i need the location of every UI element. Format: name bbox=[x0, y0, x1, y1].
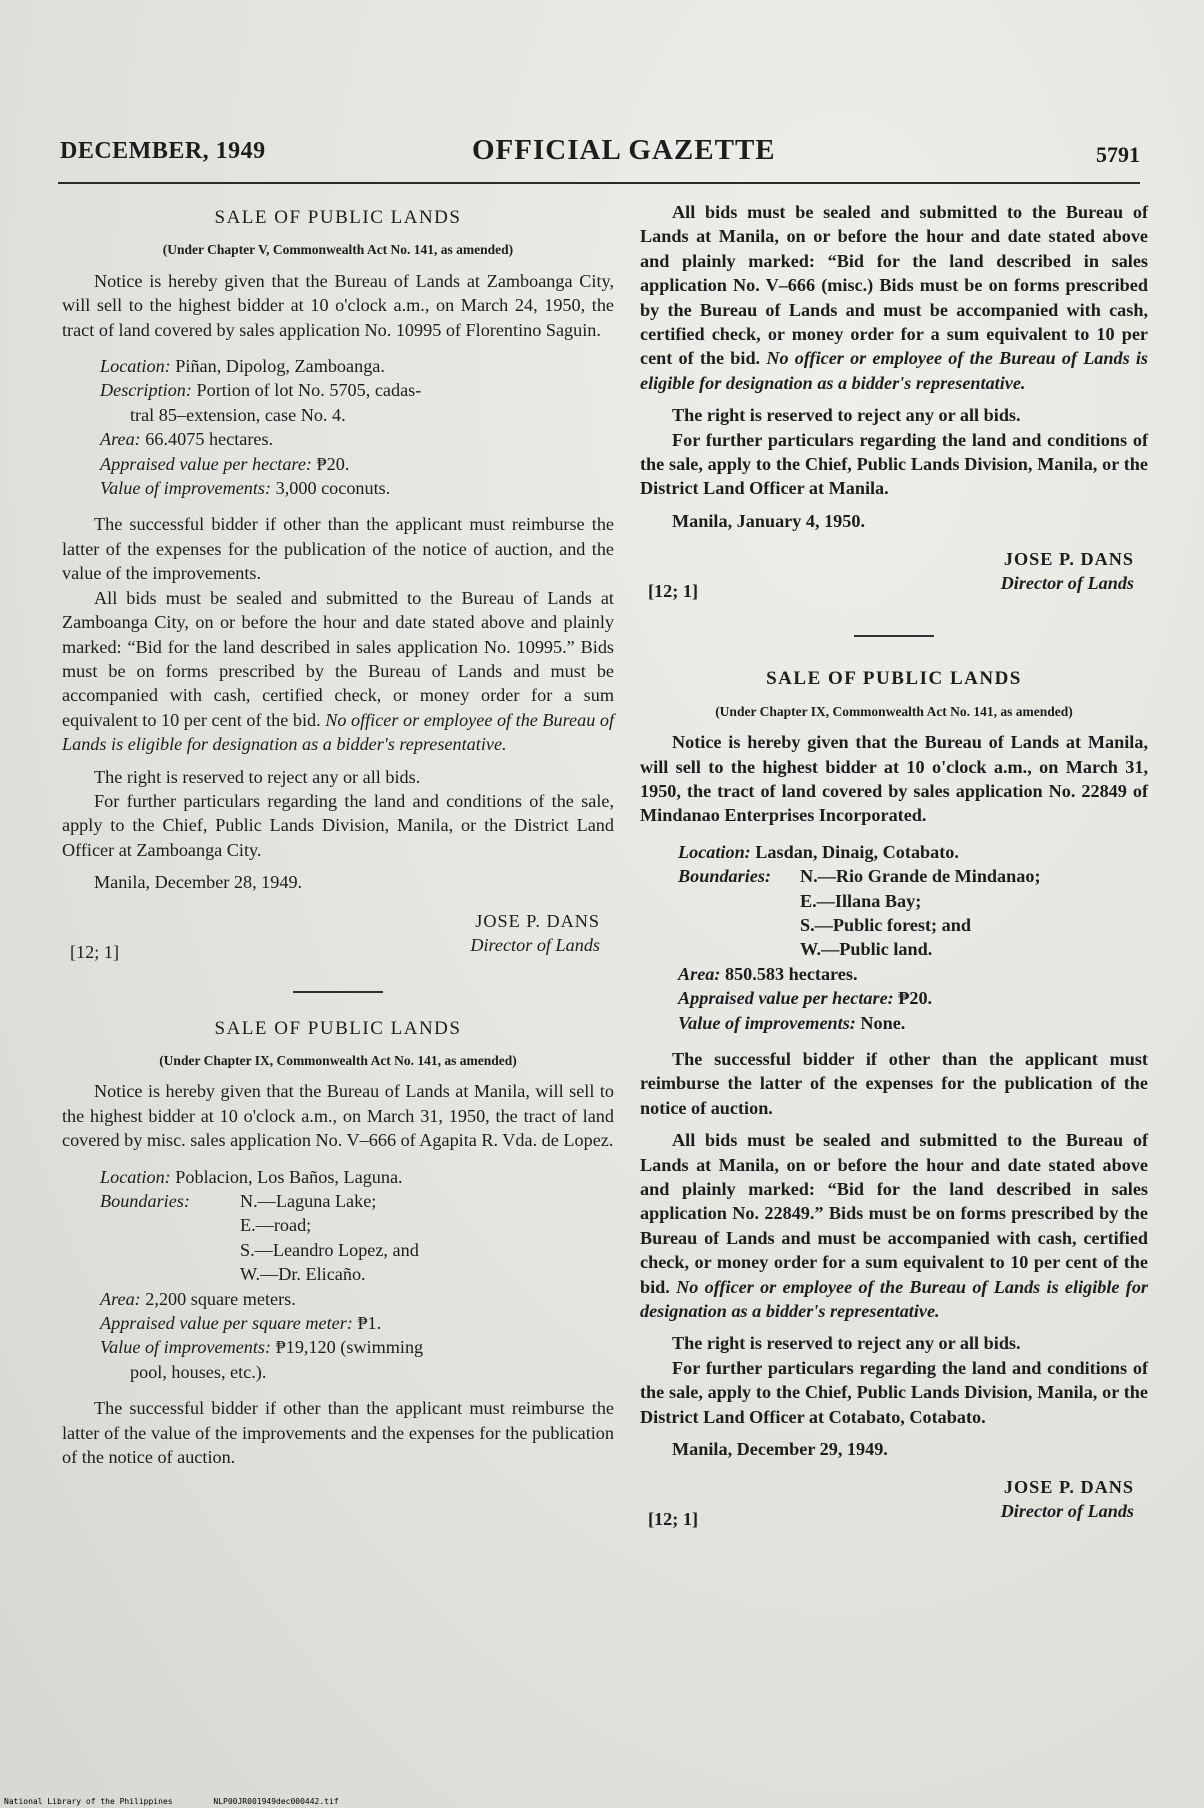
boundary-north: N.—Laguna Lake; bbox=[240, 1191, 377, 1211]
location-label: Location: bbox=[100, 356, 171, 377]
header-page-number: 5791 bbox=[1096, 142, 1140, 167]
signer-title: Director of Lands bbox=[1000, 573, 1134, 594]
reference-code: [12; 1] bbox=[648, 580, 698, 601]
boundary-south: S.—Public forest; and bbox=[800, 914, 971, 935]
signature-block bbox=[640, 1475, 1148, 1535]
location-line bbox=[100, 354, 614, 378]
reference-code: [12; 1] bbox=[648, 1509, 698, 1530]
bids-paragraph bbox=[640, 1128, 1148, 1323]
description-label: Description: bbox=[100, 380, 192, 401]
bids-paragraph bbox=[640, 200, 1148, 395]
improvements-line bbox=[678, 1011, 1148, 1035]
appraised-label: Appraised value per square meter: bbox=[100, 1313, 353, 1334]
notice-title: SALE OF PUBLIC LANDS bbox=[214, 1017, 462, 1039]
left-column bbox=[62, 200, 614, 1469]
notice-subtitle: (Under Chapter IX, Commonwealth Act No. 141, as amended) bbox=[715, 703, 1073, 719]
appraised-value: ₱20. bbox=[316, 453, 350, 474]
dateline: Manila, December 29, 1949. bbox=[672, 1439, 888, 1460]
area-value: 2,200 square meters. bbox=[145, 1288, 296, 1309]
notice-laguna-continued bbox=[640, 200, 1148, 607]
location-label: Location: bbox=[100, 1166, 171, 1187]
area-label: Area: bbox=[100, 429, 141, 450]
particulars-paragraph: For further particulars regarding the land and conditions of the sale, apply to the Chief, Public Lands Division, Manila, or the District Land Officer at Cotabato, Cotabato. bbox=[640, 1357, 1148, 1427]
header-date: DECEMBER, 1949 bbox=[60, 138, 266, 164]
description-line bbox=[100, 378, 614, 402]
bids-text: All bids must be sealed and submitted to the Bureau of Lands at Manila, on or before the hour and date stated above and plainly marked: “Bid for the land described in sales application No. 22849.” Bids must be on forms prescribed by the Bureau of Lands and must be accompanied with cash, certified check, or money order for a sum equivalent to 10 per cent of the bid. bbox=[640, 1130, 1148, 1297]
improvements-line bbox=[100, 476, 614, 500]
location-line bbox=[678, 840, 1148, 864]
bids-italic: No officer or employee of the Bureau of Lands is eligible for designation as a bidder's representative. bbox=[62, 709, 614, 755]
signature-block bbox=[62, 909, 614, 969]
boundaries-label: Boundaries: bbox=[100, 1191, 190, 1211]
particulars-paragraph: For further particulars regarding the land and conditions of the sale, apply to the Chief, Public Lands Division, Manila, or the District Land Officer at Zamboanga City. bbox=[62, 790, 614, 860]
location-value: Piñan, Dipolog, Zamboanga. bbox=[175, 356, 385, 377]
appraised-value: ₱20. bbox=[898, 988, 933, 1009]
appraised-value: ₱1. bbox=[357, 1313, 382, 1334]
improvements-value: 3,000 coconuts. bbox=[275, 478, 391, 499]
signature-block bbox=[640, 547, 1148, 607]
improvements-value: ₱19,120 (swimming bbox=[275, 1337, 424, 1358]
boundaries-line bbox=[678, 864, 1148, 888]
notice-intro: Notice is hereby given that the Bureau of Lands at Manila, will sell to the highest bidder at 10 o'clock a.m., on March 31, 1950, the tract of land covered by sales application No. 22849 of Mindanao Enterprises Incorporated. bbox=[640, 732, 1148, 826]
location-label: Location: bbox=[678, 841, 751, 862]
bids-italic: No officer or employee of the Bureau of Lands is eligible for designation as a bidder's representative. bbox=[640, 348, 1149, 393]
reserve-paragraph: The right is reserved to reject any or all bids. bbox=[672, 405, 1021, 426]
boundary-east: E.—road; bbox=[240, 1215, 312, 1236]
notice-intro: Notice is hereby given that the Bureau of Lands at Manila, will sell to the highest bidder at 10 o'clock a.m., on March 31, 1950, the tract of land covered by misc. sales application No. V–666 of Agapita R. Vda. de Lopez. bbox=[62, 1081, 614, 1151]
location-line bbox=[100, 1165, 614, 1189]
area-line bbox=[100, 1287, 614, 1311]
area-value: 850.583 hectares. bbox=[724, 963, 858, 984]
footer-library: National Library of the Philippines bbox=[4, 1797, 173, 1806]
dateline: Manila, January 4, 1950. bbox=[672, 510, 866, 531]
header-rule bbox=[58, 182, 1140, 184]
reserve-paragraph: The right is reserved to reject any or all bids. bbox=[94, 766, 421, 787]
reimburse-paragraph: The successful bidder if other than the applicant must reimburse the latter of the expenses for the publication of the notice of auction. bbox=[640, 1048, 1148, 1118]
area-value: 66.4075 hectares. bbox=[145, 429, 274, 450]
boundaries-line bbox=[100, 1189, 614, 1213]
boundary-north: N.—Rio Grande de Mindanao; bbox=[800, 866, 1041, 887]
reserve-paragraph: The right is reserved to reject any or all bids. bbox=[672, 1333, 1021, 1354]
area-line bbox=[100, 427, 614, 451]
improvements-line bbox=[100, 1335, 614, 1359]
land-details bbox=[62, 354, 614, 500]
signer-name: JOSE P. DANS bbox=[1003, 1477, 1134, 1498]
bids-paragraph bbox=[62, 586, 614, 757]
improvements-label: Value of improvements: bbox=[100, 1337, 272, 1358]
notice-zamboanga bbox=[62, 206, 614, 969]
section-divider bbox=[293, 991, 383, 993]
improvements-continuation: pool, houses, etc.). bbox=[130, 1361, 267, 1382]
appraised-line bbox=[100, 452, 614, 476]
notice-subtitle: (Under Chapter IX, Commonwealth Act No. 141, as amended) bbox=[159, 1052, 517, 1068]
land-details bbox=[640, 840, 1148, 1035]
boundaries-label: Boundaries: bbox=[678, 866, 771, 887]
header-title: OFFICIAL GAZETTE bbox=[472, 134, 776, 166]
improvements-label: Value of improvements: bbox=[678, 1012, 856, 1033]
signer-title: Director of Lands bbox=[1000, 1501, 1134, 1522]
page-header bbox=[60, 134, 1140, 174]
signer-name: JOSE P. DANS bbox=[475, 910, 600, 931]
improvements-label: Value of improvements: bbox=[100, 478, 272, 499]
improvements-value: None. bbox=[860, 1012, 906, 1033]
bids-text: All bids must be sealed and submitted to the Bureau of Lands at Zamboanga City, on or before the hour and date stated above and plainly marked: “Bid for the land described in sales application No. 10995.” Bids must be on forms prescribed by the Bureau of Lands and must be accompanied with cash, certified check, or money order for a sum equivalent to 10 per cent of the bid. bbox=[62, 587, 614, 730]
particulars-paragraph: For further particulars regarding the land and conditions of the sale, apply to the Chief, Public Lands Division, Manila, or the District Land Officer at Manila. bbox=[640, 429, 1148, 499]
notice-intro: Notice is hereby given that the Bureau of Lands at Zamboanga City, will sell to the highest bidder at 10 o'clock a.m., on March 24, 1950, the tract of land covered by sales application No. 10995 of Florentino Saguin. bbox=[62, 270, 614, 340]
dateline: Manila, December 28, 1949. bbox=[94, 872, 303, 893]
area-label: Area: bbox=[678, 963, 721, 984]
boundary-east: E.—Illana Bay; bbox=[800, 890, 922, 911]
appraised-line bbox=[100, 1311, 614, 1335]
area-label: Area: bbox=[100, 1288, 141, 1309]
notice-title: SALE OF PUBLIC LANDS bbox=[766, 668, 1022, 690]
land-details bbox=[62, 1165, 614, 1385]
notice-subtitle: (Under Chapter V, Commonwealth Act No. 141, as amended) bbox=[162, 242, 514, 258]
location-value: Lasdan, Dinaig, Cotabato. bbox=[755, 841, 959, 862]
description-continuation: tral 85–extension, case No. 4. bbox=[130, 404, 346, 425]
notice-title: SALE OF PUBLIC LANDS bbox=[214, 207, 462, 228]
bids-text: All bids must be sealed and submitted to the Bureau of Lands at Manila, on or before the hour and date stated above and plainly marked: “Bid for the land described in sales application No. V–666 (misc.) Bids must be on forms prescribed by the Bureau of Lands and must be accompanied with cash, certified check, or money order for a sum equivalent to 10 per cent of the bid. bbox=[640, 202, 1148, 369]
bids-italic: No officer or employee of the Bureau of Lands is eligible for designation as a bidder's representative. bbox=[640, 1276, 1148, 1322]
reference-code: [12; 1] bbox=[70, 942, 119, 963]
appraised-line bbox=[678, 986, 1148, 1010]
boundary-south: S.—Leandro Lopez, and bbox=[240, 1239, 419, 1260]
boundary-west: W.—Public land. bbox=[800, 939, 933, 960]
scan-footer bbox=[4, 1797, 375, 1806]
appraised-label: Appraised value per hectare: bbox=[100, 453, 312, 474]
footer-file-id: NLP00JR001949dec000442.tif bbox=[213, 1797, 339, 1806]
section-divider bbox=[854, 635, 934, 637]
right-column bbox=[640, 200, 1148, 1535]
description-value: Portion of lot No. 5705, cadas- bbox=[196, 380, 422, 401]
reimburse-paragraph: The successful bidder if other than the applicant must reimburse the latter of the value of the improvements and the expenses for the publication of the notice of auction. bbox=[62, 1398, 614, 1468]
location-value: Poblacion, Los Baños, Laguna. bbox=[175, 1166, 403, 1187]
notice-laguna bbox=[62, 1017, 614, 1470]
signer-title: Director of Lands bbox=[470, 934, 600, 955]
notice-cotabato bbox=[640, 667, 1148, 1535]
boundary-west: W.—Dr. Elicaño. bbox=[240, 1264, 366, 1285]
area-line bbox=[678, 962, 1148, 986]
appraised-label: Appraised value per hectare: bbox=[678, 988, 894, 1009]
signer-name: JOSE P. DANS bbox=[1003, 549, 1134, 570]
reimburse-paragraph: The successful bidder if other than the applicant must reimburse the latter of the expenses for the publication of the notice of auction, and the value of the improvements. bbox=[62, 514, 614, 584]
